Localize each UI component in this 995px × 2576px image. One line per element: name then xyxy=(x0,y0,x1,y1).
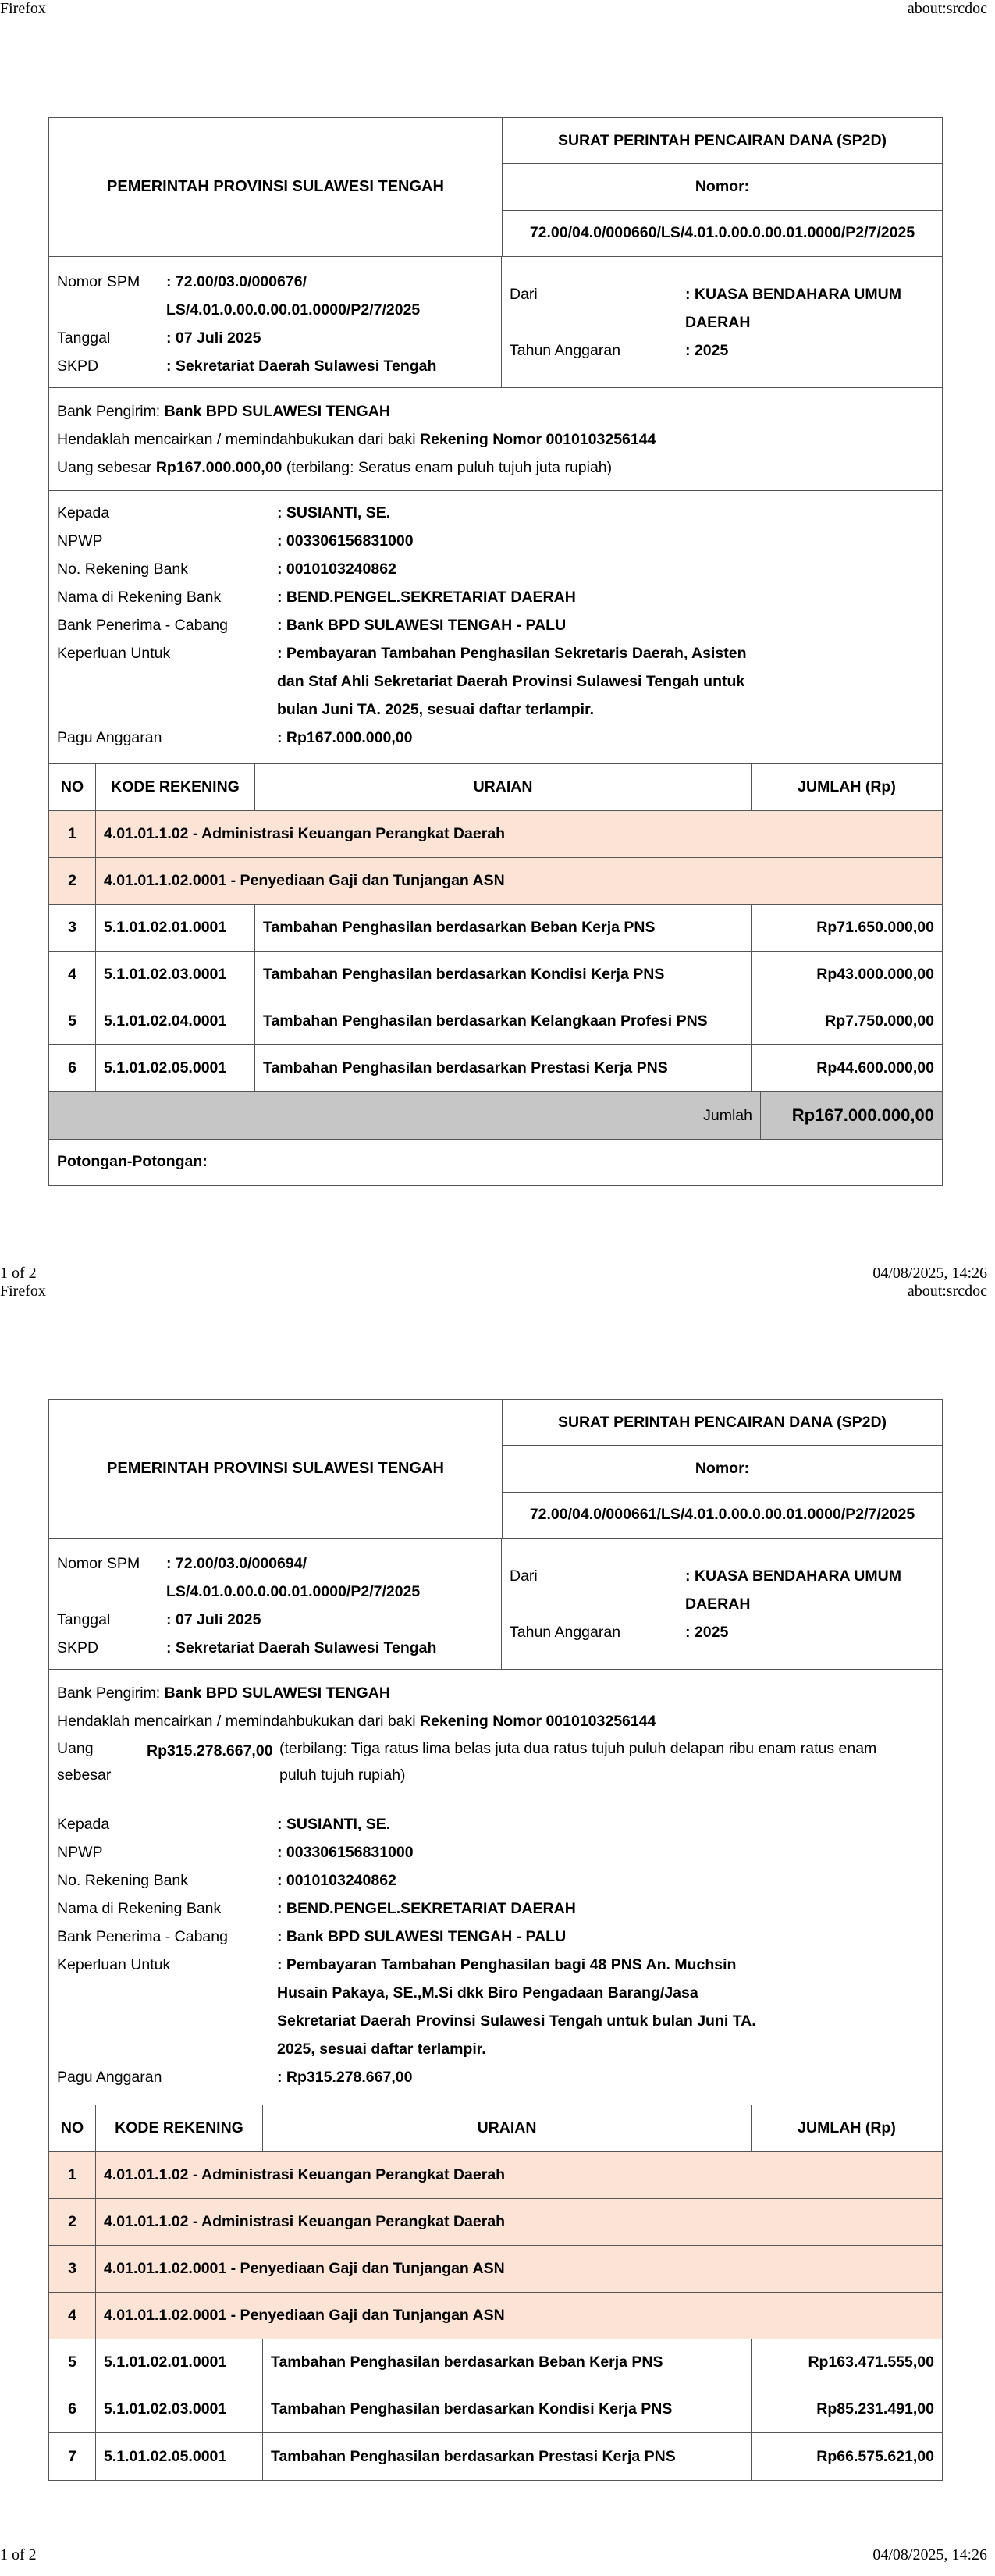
table-row xyxy=(49,2246,942,2293)
kepada-label: Kepada xyxy=(57,504,110,521)
table-row xyxy=(49,952,942,998)
table-row xyxy=(49,905,942,952)
government-name: PEMERINTAH PROVINSI SULAWESI TENGAH xyxy=(49,1400,503,1538)
row-no: 2 xyxy=(49,2199,96,2245)
norek-value: : 0010103240862 xyxy=(277,1872,396,1889)
dari-value-cont: DAERAH xyxy=(685,1596,751,1613)
row-no: 6 xyxy=(49,1045,96,1091)
pagu-label: Pagu Anggaran xyxy=(57,729,162,746)
keperluan-line: bulan Juni TA. 2025, sesuai daftar terlampir. xyxy=(277,701,595,718)
sp2d-document-2 xyxy=(48,1399,943,2481)
spm-value: : 72.00/03.0/000694/ xyxy=(166,1555,307,1572)
row-no: 4 xyxy=(49,2293,96,2339)
cairkan-text: Hendaklah mencairkan / memindahbukukan dari baki xyxy=(57,431,416,448)
spm-value-cont: LS/4.01.0.00.0.00.01.0000/P2/7/2025 xyxy=(166,1583,421,1600)
row-uraian: Tambahan Penghasilan berdasarkan Prestasi Kerja PNS xyxy=(255,1045,752,1091)
col-no: NO xyxy=(49,2105,96,2151)
keperluan-label: Keperluan Untuk xyxy=(57,1956,171,1973)
row-no: 3 xyxy=(49,905,96,951)
bank-info-row xyxy=(49,388,942,491)
uang-value: Rp167.000.000,00 xyxy=(155,459,283,476)
keperluan-line: : Pembayaran Tambahan Penghasilan Sekretaris Daerah, Asisten xyxy=(277,645,747,662)
row-kode: 5.1.01.02.01.0001 xyxy=(96,2339,263,2386)
row-kode: 5.1.01.02.01.0001 xyxy=(96,905,255,951)
print-timestamp: 04/08/2025, 14:26 xyxy=(872,1265,987,1282)
print-timestamp: 04/08/2025, 14:26 xyxy=(872,2546,987,2564)
nama-rek-value: : BEND.PENGEL.SEKRETARIAT DAERAH xyxy=(277,1900,576,1917)
row-no: 1 xyxy=(49,811,96,857)
total-row xyxy=(49,1092,942,1139)
row-jumlah: Rp44.600.000,00 xyxy=(816,1059,934,1076)
recipient-row xyxy=(49,1802,942,2105)
nama-rek-value: : BEND.PENGEL.SEKRETARIAT DAERAH xyxy=(277,589,576,606)
dari-value: : KUASA BENDAHARA UMUM xyxy=(685,1567,901,1585)
keperluan-line: dan Staf Ahli Sekretariat Daerah Provinsi Sulawesi Tengah untuk xyxy=(277,673,745,690)
doc-title: SURAT PERINTAH PENCAIRAN DANA (SP2D) xyxy=(503,1400,942,1446)
bank-info-row xyxy=(49,1670,942,1802)
nama-rek-label: Nama di Rekening Bank xyxy=(57,1900,222,1917)
bank-penerima-value: : Bank BPD SULAWESI TENGAH - PALU xyxy=(277,1928,567,1945)
col-kode: KODE REKENING xyxy=(96,2105,263,2151)
uang-label: Uang sebesar xyxy=(57,459,152,476)
table-row xyxy=(49,2433,942,2480)
row-jumlah: Rp7.750.000,00 xyxy=(825,1012,934,1030)
sp2d-document-1 xyxy=(48,117,943,1186)
row-jumlah: Rp66.575.621,00 xyxy=(816,2447,934,2465)
page-counter: 1 of 2 xyxy=(0,1265,37,1282)
rekening-table xyxy=(49,2105,942,2480)
government-name: PEMERINTAH PROVINSI SULAWESI TENGAH xyxy=(49,118,503,256)
skpd-value: : Sekretariat Daerah Sulawesi Tengah xyxy=(166,1639,437,1656)
npwp-value: : 003306156831000 xyxy=(277,1844,414,1861)
norek-label: No. Rekening Bank xyxy=(57,560,189,578)
jumlah-label: Jumlah xyxy=(49,1092,761,1139)
npwp-value: : 003306156831000 xyxy=(277,532,414,550)
row-no: 3 xyxy=(49,2246,96,2292)
nomor-label: Nomor: xyxy=(503,1446,942,1492)
bank-pengirim-value: Bank BPD SULAWESI TENGAH xyxy=(164,1685,390,1702)
terbilang-cont: puluh tujuh rupiah) xyxy=(279,1767,406,1784)
row-no: 6 xyxy=(49,2386,96,2432)
table-row xyxy=(49,811,942,858)
skpd-label: SKPD xyxy=(57,1639,99,1656)
cairkan-text: Hendaklah mencairkan / memindahbukukan dari baki xyxy=(57,1713,416,1730)
row-kode: 5.1.01.02.05.0001 xyxy=(96,1045,255,1091)
rekening-table xyxy=(49,764,942,1140)
rekening-nomor: Rekening Nomor 0010103256144 xyxy=(420,1713,656,1730)
col-jumlah: JUMLAH (Rp) xyxy=(798,778,896,795)
terbilang: (terbilang: Seratus enam puluh tujuh juta rupiah) xyxy=(286,459,613,476)
row-group-text: 4.01.01.1.02 - Administrasi Keuangan Perangkat Daerah xyxy=(104,825,506,842)
row-uraian: Tambahan Penghasilan berdasarkan Kondisi Kerja PNS xyxy=(255,952,752,998)
keperluan-label: Keperluan Untuk xyxy=(57,645,171,662)
npwp-label: NPWP xyxy=(57,532,103,550)
table-row xyxy=(49,2386,942,2433)
bank-pengirim-label: Bank Pengirim: xyxy=(57,403,161,420)
dari-value-cont: DAERAH xyxy=(685,314,751,331)
row-group-text: 4.01.01.1.02 - Administrasi Keuangan Perangkat Daerah xyxy=(104,2213,506,2230)
kepada-value: : SUSIANTI, SE. xyxy=(277,504,391,521)
norek-label: No. Rekening Bank xyxy=(57,1872,189,1889)
row-no: 7 xyxy=(49,2433,96,2480)
row-uraian: Tambahan Penghasilan berdasarkan Kelangkaan Profesi PNS xyxy=(255,998,752,1044)
spm-value-cont: LS/4.01.0.00.0.00.01.0000/P2/7/2025 xyxy=(166,301,421,318)
col-no: NO xyxy=(49,764,96,810)
browser-name: Firefox xyxy=(0,1283,46,1300)
tanggal-value: : 07 Juli 2025 xyxy=(166,329,261,347)
tahun-value: : 2025 xyxy=(685,1624,729,1641)
row-no: 1 xyxy=(49,2152,96,2198)
browser-url: about:srcdoc xyxy=(907,1283,987,1300)
table-row xyxy=(49,998,942,1045)
row-uraian: Tambahan Penghasilan berdasarkan Prestasi Kerja PNS xyxy=(263,2433,752,2480)
nomor-value: 72.00/04.0/000660/LS/4.01.0.00.0.00.01.0000/P2/7/2025 xyxy=(529,224,915,242)
keperluan-line: Sekretariat Daerah Provinsi Sulawesi Tengah untuk bulan Juni TA. xyxy=(277,2012,756,2030)
row-no: 2 xyxy=(49,858,96,904)
pagu-label: Pagu Anggaran xyxy=(57,2069,162,2086)
kepada-value: : SUSIANTI, SE. xyxy=(277,1816,391,1833)
row-uraian: Tambahan Penghasilan berdasarkan Kondisi Kerja PNS xyxy=(263,2386,752,2432)
norek-value: : 0010103240862 xyxy=(277,560,396,578)
doc-title: SURAT PERINTAH PENCAIRAN DANA (SP2D) xyxy=(503,118,942,164)
table-header xyxy=(49,764,942,811)
tahun-label: Tahun Anggaran xyxy=(510,342,621,359)
page-counter: 1 of 2 xyxy=(0,2546,37,2564)
row-kode: 5.1.01.02.03.0001 xyxy=(96,952,255,998)
potongan-row xyxy=(49,1140,942,1185)
rekening-nomor: Rekening Nomor 0010103256144 xyxy=(420,431,656,448)
table-row xyxy=(49,2152,942,2199)
table-row xyxy=(49,2199,942,2246)
bank-pengirim-value: Bank BPD SULAWESI TENGAH xyxy=(164,403,390,420)
doc-header xyxy=(49,1400,942,1539)
table-row xyxy=(49,2293,942,2339)
col-jumlah: JUMLAH (Rp) xyxy=(798,2119,896,2137)
uang-value: Rp315.278.667,00 xyxy=(147,1742,273,1759)
row-uraian: Tambahan Penghasilan berdasarkan Beban Kerja PNS xyxy=(263,2339,752,2386)
bank-penerima-value: : Bank BPD SULAWESI TENGAH - PALU xyxy=(277,617,567,634)
kepada-label: Kepada xyxy=(57,1816,110,1833)
terbilang: (terbilang: Tiga ratus lima belas juta dua ratus tujuh puluh delapan ribu enam ratus enam xyxy=(279,1740,877,1757)
bank-pengirim-label: Bank Pengirim: xyxy=(57,1685,161,1702)
tanggal-label: Tanggal xyxy=(57,1611,111,1628)
row-group-text: 4.01.01.1.02.0001 - Penyediaan Gaji dan Tunjangan ASN xyxy=(104,2260,505,2277)
row-jumlah: Rp43.000.000,00 xyxy=(816,966,934,983)
row-jumlah: Rp85.231.491,00 xyxy=(816,2400,934,2418)
tahun-value: : 2025 xyxy=(685,342,729,359)
npwp-label: NPWP xyxy=(57,1844,103,1861)
spm-label: Nomor SPM xyxy=(57,1555,140,1572)
pagu-value: : Rp167.000.000,00 xyxy=(277,729,413,746)
row-group-text: 4.01.01.1.02.0001 - Penyediaan Gaji dan Tunjangan ASN xyxy=(104,872,505,889)
bank-penerima-label: Bank Penerima - Cabang xyxy=(57,617,228,634)
keperluan-line: Husain Pakaya, SE.,M.Si dkk Biro Pengadaan Barang/Jasa xyxy=(277,1984,698,2001)
skpd-value: : Sekretariat Daerah Sulawesi Tengah xyxy=(166,358,437,375)
spm-info-row xyxy=(49,1539,942,1670)
spm-info-row xyxy=(49,257,942,388)
table-row xyxy=(49,1045,942,1092)
nama-rek-label: Nama di Rekening Bank xyxy=(57,589,222,606)
recipient-row xyxy=(49,491,942,764)
row-kode: 5.1.01.02.03.0001 xyxy=(96,2386,263,2432)
potongan-label: Potongan-Potongan: xyxy=(57,1153,208,1170)
spm-label: Nomor SPM xyxy=(57,273,140,290)
browser-url: about:srcdoc xyxy=(907,0,987,17)
row-no: 4 xyxy=(49,952,96,998)
row-uraian: Tambahan Penghasilan berdasarkan Beban Kerja PNS xyxy=(255,905,752,951)
tahun-label: Tahun Anggaran xyxy=(510,1624,621,1641)
doc-header xyxy=(49,118,942,257)
table-row xyxy=(49,2339,942,2386)
row-group-text: 4.01.01.1.02 - Administrasi Keuangan Perangkat Daerah xyxy=(104,2166,506,2183)
row-jumlah: Rp71.650.000,00 xyxy=(816,919,934,936)
col-uraian: URAIAN xyxy=(255,764,752,810)
pagu-value: : Rp315.278.667,00 xyxy=(277,2069,413,2086)
row-kode: 5.1.01.02.04.0001 xyxy=(96,998,255,1044)
skpd-label: SKPD xyxy=(57,358,99,375)
dari-label: Dari xyxy=(510,286,538,303)
keperluan-line: : Pembayaran Tambahan Penghasilan bagi 48 PNS An. Muchsin xyxy=(277,1956,737,1973)
keperluan-line: 2025, sesuai daftar terlampir. xyxy=(277,2041,486,2058)
row-no: 5 xyxy=(49,998,96,1044)
tanggal-label: Tanggal xyxy=(57,329,111,347)
dari-value: : KUASA BENDAHARA UMUM xyxy=(685,286,901,303)
col-kode: KODE REKENING xyxy=(96,764,255,810)
row-group-text: 4.01.01.1.02.0001 - Penyediaan Gaji dan Tunjangan ASN xyxy=(104,2307,505,2324)
dari-label: Dari xyxy=(510,1567,538,1585)
uang-label-cont: sebesar xyxy=(57,1767,112,1784)
nomor-value: 72.00/04.0/000661/LS/4.01.0.00.0.00.01.0000/P2/7/2025 xyxy=(529,1506,915,1524)
browser-name: Firefox xyxy=(0,0,46,17)
table-row xyxy=(49,858,942,905)
jumlah-total: Rp167.000.000,00 xyxy=(791,1105,934,1125)
row-kode: 5.1.01.02.05.0001 xyxy=(96,2433,263,2480)
spm-value: : 72.00/03.0/000676/ xyxy=(166,273,307,290)
table-header xyxy=(49,2105,942,2152)
col-uraian: URAIAN xyxy=(263,2105,752,2151)
nomor-label: Nomor: xyxy=(503,164,942,210)
uang-label: Uang xyxy=(57,1740,94,1757)
bank-penerima-label: Bank Penerima - Cabang xyxy=(57,1928,228,1945)
row-no: 5 xyxy=(49,2339,96,2386)
row-jumlah: Rp163.471.555,00 xyxy=(808,2354,934,2371)
tanggal-value: : 07 Juli 2025 xyxy=(166,1611,261,1628)
